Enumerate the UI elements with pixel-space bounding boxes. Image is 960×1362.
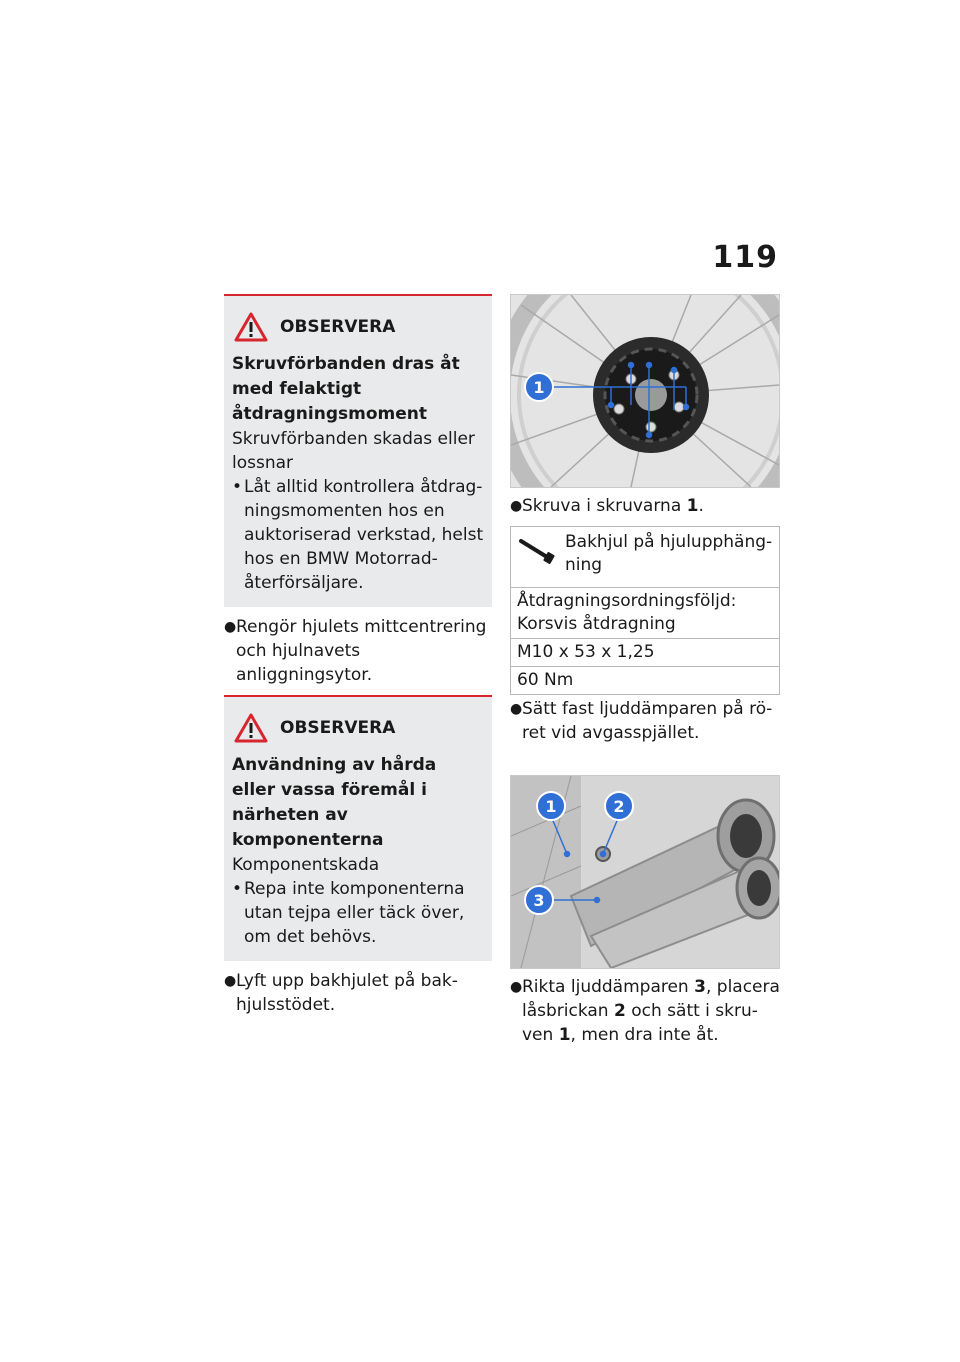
step-align-part: , men dra inte åt. bbox=[570, 1025, 719, 1045]
warning-triangle-icon bbox=[234, 713, 268, 743]
warning-subject: Skruvförbanden dras åt med felaktigt åtdragningsmoment bbox=[232, 354, 460, 424]
step-bullet-icon: ● bbox=[510, 979, 523, 995]
spec-order-row bbox=[511, 588, 780, 639]
page-number: 119 bbox=[712, 240, 778, 275]
step-bullet-icon: ● bbox=[224, 619, 237, 635]
step-screw-ref: 1 bbox=[686, 496, 699, 516]
rear-wheel-photo bbox=[510, 294, 780, 488]
warning-header bbox=[232, 312, 484, 342]
torque-wrench-icon bbox=[517, 531, 557, 571]
warning-title: OBSERVERA bbox=[280, 718, 396, 738]
warning-box-2 bbox=[224, 695, 492, 961]
right-column bbox=[510, 294, 780, 1047]
step-align-text bbox=[522, 975, 780, 1047]
step-align-part: Rikta ljuddämparen bbox=[522, 977, 689, 997]
warning-action bbox=[232, 877, 484, 949]
step-attach-text: Sätt fast ljuddämparen på röret vid avgasspjället. bbox=[522, 699, 773, 743]
spec-tool-row bbox=[511, 527, 780, 588]
step-bullet-icon: ● bbox=[224, 973, 237, 989]
step-align-part: , placera låsbrickan bbox=[522, 977, 780, 1021]
warning-box-1 bbox=[224, 294, 492, 607]
step-bullet-icon: ● bbox=[510, 498, 523, 514]
rear-wheel-illustration bbox=[511, 295, 779, 487]
exhaust-illustration bbox=[511, 776, 779, 968]
step-align-ref: 1 bbox=[558, 1025, 571, 1045]
warning-action-text: Repa inte komponenterna utan tejpa eller täck över, om det behövs. bbox=[244, 879, 465, 947]
warning-triangle-icon bbox=[234, 312, 268, 342]
step-attach bbox=[510, 697, 780, 745]
warning-subject: Användning av hårda eller vassa föremål i närheten av komponenterna bbox=[232, 755, 437, 850]
bullet-icon: • bbox=[232, 879, 243, 899]
spec-table bbox=[510, 526, 780, 695]
step-clean bbox=[224, 615, 492, 687]
warning-action-text: Låt alltid kontrollera åtdragningsmomenten hos en auktoriserad verkstad, helst hos en BMW Motorrad-återförsäljare. bbox=[244, 477, 484, 593]
step-align-ref: 3 bbox=[694, 977, 706, 997]
warning-consequence: Skruvförbanden skadas eller lossnar bbox=[232, 429, 475, 473]
warning-header bbox=[232, 713, 484, 743]
step-lift bbox=[224, 969, 492, 1017]
warning-action bbox=[232, 475, 484, 595]
step-screw-end: . bbox=[698, 496, 704, 516]
spec-torque: 60 Nm bbox=[511, 667, 780, 695]
spec-torque-row bbox=[511, 667, 780, 695]
step-screw-text bbox=[522, 494, 780, 518]
callout-label: 1 bbox=[533, 378, 545, 397]
warning-title: OBSERVERA bbox=[280, 317, 396, 337]
step-clean-text: Rengör hjulets mittcentrering och hjulnavets anliggningsytor. bbox=[236, 617, 487, 685]
warning-consequence: Komponentskada bbox=[232, 855, 380, 875]
step-lift-text: Lyft upp bakhjulet på bakhjulsstödet. bbox=[236, 971, 458, 1015]
spec-bolt: M10 x 53 x 1,25 bbox=[511, 639, 780, 667]
spec-bolt-row bbox=[511, 639, 780, 667]
exhaust-photo bbox=[510, 775, 780, 969]
step-bullet-icon: ● bbox=[510, 701, 523, 717]
step-screw bbox=[510, 494, 780, 518]
spec-order-label: Åtdragningsordningsföljd: bbox=[517, 591, 737, 611]
callout-label: 2 bbox=[613, 797, 625, 816]
bullet-icon: • bbox=[232, 477, 243, 497]
callout-badge-2 bbox=[605, 792, 633, 820]
callout-label: 1 bbox=[545, 797, 557, 816]
callout-badge-1 bbox=[537, 792, 565, 820]
step-align-ref: 2 bbox=[614, 1001, 626, 1021]
spec-tool-text: Bakhjul på hjulupphängning bbox=[565, 532, 773, 575]
step-align bbox=[510, 975, 780, 1047]
step-align-part: och sätt i skruven bbox=[522, 1001, 758, 1045]
spec-order-value: Korsvis åtdragning bbox=[517, 614, 676, 634]
left-column bbox=[224, 294, 492, 1017]
step-screw-label: Skruva i skruvarna bbox=[522, 496, 682, 516]
callout-badge-3 bbox=[525, 886, 553, 914]
callout-label: 3 bbox=[533, 891, 545, 910]
